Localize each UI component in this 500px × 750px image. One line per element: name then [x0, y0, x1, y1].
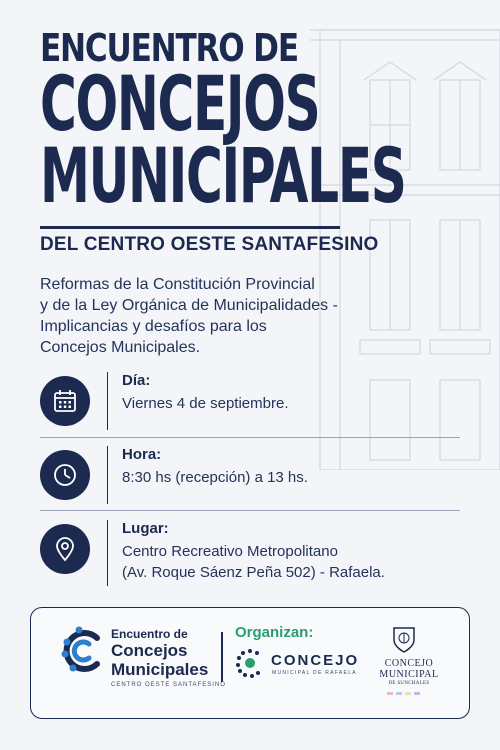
concejo-rafaela-word: CONCEJO: [271, 652, 360, 669]
organizan-label: Organizan:: [235, 624, 314, 641]
title-block: [40, 26, 460, 220]
encuentro-logo-icon: [59, 624, 107, 676]
concejo-rafaela-logo-icon: [235, 648, 265, 678]
divider-line: [107, 446, 108, 504]
divider-line: [107, 520, 108, 586]
subtitle: DEL CENTRO OESTE SANTAFESINO: [40, 234, 379, 255]
section-separator: [40, 437, 460, 438]
dia-value: Viernes 4 de septiembre.: [122, 395, 289, 412]
calendar-icon: [40, 376, 90, 426]
title-line-2: CONCEJOS: [40, 59, 320, 148]
divider-line: [107, 372, 108, 430]
lugar-value-line-1: Centro Recreativo Metropolitano: [122, 543, 338, 560]
title-underline: [40, 226, 340, 229]
sunchales-line-2: MUNICIPAL: [379, 669, 439, 680]
dia-label: Día:: [122, 372, 151, 389]
description-line-4: Concejos Municipales.: [40, 339, 201, 356]
sunchales-line-3: DE SUNCHALES: [388, 681, 430, 686]
clock-icon: [40, 450, 90, 500]
sunchales-line-1: CONCEJO: [384, 658, 434, 669]
section-separator: [40, 510, 460, 511]
title-line-1: ENCUENTRO DE: [40, 26, 298, 70]
lugar-label: Lugar:: [122, 520, 169, 537]
concejo-rafaela-sub: MUNICIPAL DE RAFAELA: [272, 670, 357, 676]
encuentro-logo-line-1: Concejos: [111, 641, 188, 660]
encuentro-logo-sub: CENTRO OESTE SANTAFESINO: [111, 682, 226, 688]
description-line-3: Implicancias y desafíos para los: [40, 318, 267, 335]
footer-logos-box: [30, 607, 470, 719]
location-pin-icon: [40, 524, 90, 574]
encuentro-logo-text: [111, 628, 208, 678]
hora-label: Hora:: [122, 446, 162, 463]
info-row-hora: [40, 444, 460, 506]
encuentro-logo-line-2: Municipales: [111, 660, 209, 679]
info-row-lugar: [40, 518, 460, 592]
lugar-value-line-2: (Av. Roque Sáenz Peña 502) - Rafaela.: [122, 564, 385, 581]
hora-value: 8:30 hs (recepción) a 13 hs.: [122, 469, 308, 486]
title-line-3: MUNICIPALES: [40, 131, 406, 220]
description-line-1: Reformas de la Constitución Provincial: [40, 276, 315, 293]
sunchales-seal-icon: [391, 624, 417, 654]
sunchales-color-bar: [387, 692, 420, 695]
footer-divider: [221, 632, 223, 682]
event-description: [40, 274, 380, 358]
encuentro-logo-small: Encuentro de: [111, 627, 188, 641]
description-line-2: y de la Ley Orgánica de Municipalidades -: [40, 297, 338, 314]
info-row-dia: [40, 370, 460, 432]
